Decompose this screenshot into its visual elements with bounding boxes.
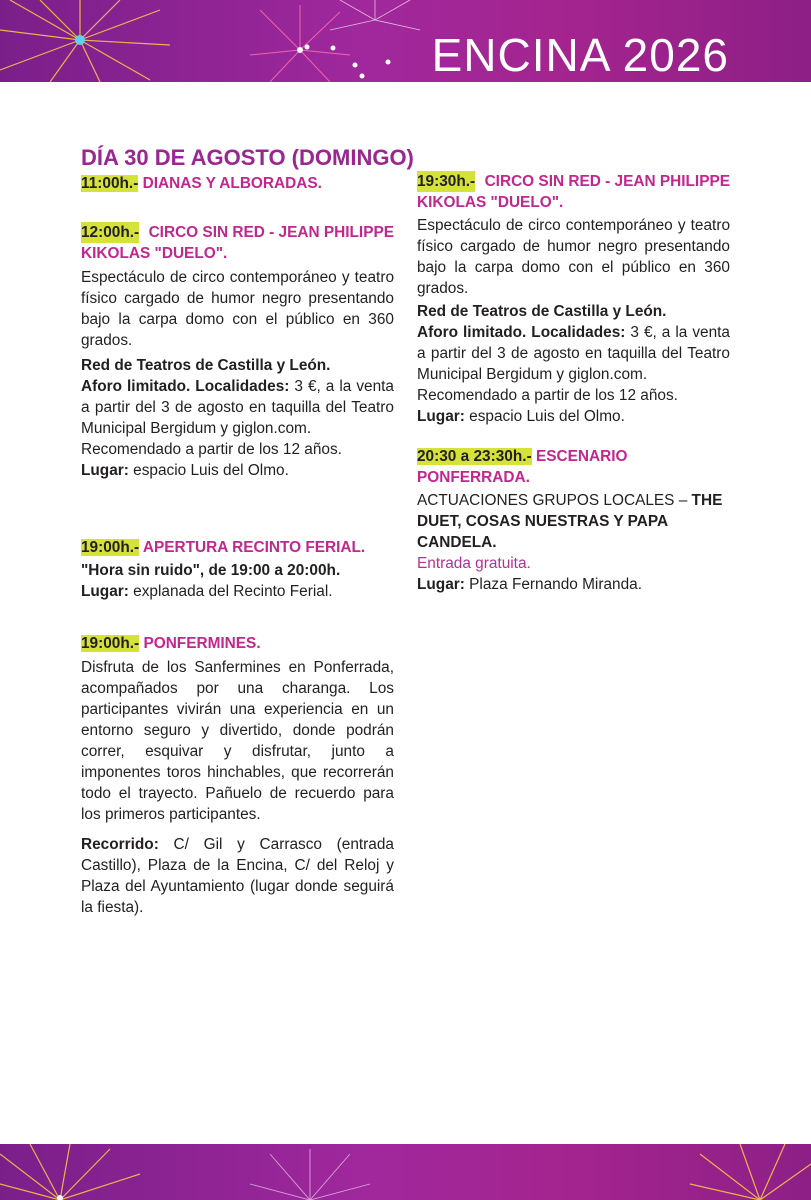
event-heading [81,222,394,243]
event-title: CIRCO SIN RED - JEAN PHILIPPE [148,224,394,241]
footer-banner [0,1144,811,1200]
event-heading [81,633,394,654]
place-label: Lugar: [81,583,129,600]
event-tickets [417,322,730,385]
event-heading [417,171,730,192]
event-title-cont: KIKOLAS "DUELO". [417,194,564,211]
event-place [81,581,394,602]
event-heading [81,537,394,558]
event-title: ESCENARIO PONFERRADA. [417,448,628,486]
event-time: 20:30 a 23:30h.- [417,448,532,465]
event-circo-1930 [417,171,730,427]
event-title: PONFERMINES. [143,635,261,652]
event-title-cont: KIKOLAS "DUELO". [81,245,228,262]
tickets-label: Aforo limitado. Localidades: [81,378,290,395]
place-label: Lugar: [417,576,465,593]
event-route [81,834,394,918]
day-heading: DÍA 30 DE AGOSTO (DOMINGO) [81,145,414,170]
event-place [81,460,394,481]
acts-label: ACTUACIONES GRUPOS LOCALES – [417,492,688,509]
event-network: Red de Teatros de Castilla y León. [417,303,667,320]
event-ponfermines [81,633,394,918]
place-text: explanada del Recinto Ferial. [133,583,333,600]
event-title: CIRCO SIN RED - JEAN PHILIPPE [484,173,730,190]
event-acts [417,490,730,553]
event-circo-1200 [81,222,394,481]
event-tickets [81,376,394,439]
event-apertura [81,537,394,602]
event-time: 12:00h.- [81,224,140,241]
event-title: DIANAS Y ALBORADAS. [142,175,322,192]
fireworks-decoration-bottom [0,1144,811,1200]
place-label: Lugar: [81,462,129,479]
event-time: 19:30h.- [417,173,476,190]
event-heading [81,173,394,194]
acts-list: THE DUET, COSAS NUESTRAS Y PAPA CANDELA. [417,492,723,551]
event-title: APERTURA RECINTO FERIAL. [142,539,366,556]
event-description: Espectáculo de circo contemporáneo y teatro físico cargado de humor negro presentando bajo la carpa domo con el público en 360 grados. [417,217,730,297]
event-place [417,574,730,595]
tickets-label: Aforo limitado. Localidades: [417,324,626,341]
event-recommended: Recomendado a partir de los 12 años. [81,441,342,458]
banner-title: ENCINA 2026 [431,29,729,81]
route-label: Recorrido: [81,836,159,853]
event-place [417,406,730,427]
event-time: 19:00h.- [81,635,140,652]
event-entry: Entrada gratuita. [417,555,531,572]
place-label: Lugar: [417,408,465,425]
header-banner [0,0,811,82]
event-time: 11:00h.- [81,175,139,192]
event-quiet-hour: "Hora sin ruido", de 19:00 a 20:00h. [81,562,341,579]
event-dianas [81,173,394,194]
tickets-text: 3 €, a la venta a partir del 3 de agosto en taquilla del Teatro Municipal Bergidum y giglon.com. [417,324,730,383]
place-text: espacio Luis del Olmo. [133,462,289,479]
event-network: Red de Teatros de Castilla y León. [81,357,331,374]
place-text: Plaza Fernando Miranda. [469,576,642,593]
event-time: 19:00h.- [81,539,140,556]
event-description: Disfruta de los Sanfermines en Ponferrada, acompañados por una charanga. Los participantes vivirán una experiencia en un entorno seguro y divertido, donde podrán correr, esquivar y disfrutar, junto a imponentes toros hinchables, que recorrerán todo el trayecto. Pañuelo de recuerdo para los primeros participantes. [81,659,394,823]
event-recommended: Recomendado a partir de los 12 años. [417,387,678,404]
route-text: C/ Gil y Carrasco (entrada Castillo), Plaza de la Encina, C/ del Reloj y Plaza del Ayuntamiento (lugar donde seguirá la fiesta). [81,836,394,916]
place-text: espacio Luis del Olmo. [469,408,625,425]
event-escenario [417,446,730,595]
event-description: Espectáculo de circo contemporáneo y teatro físico cargado de humor negro presentando bajo la carpa domo con el público en 360 grados. [81,269,394,349]
event-heading [417,446,730,488]
tickets-text: 3 €, a la venta a partir del 3 de agosto en taquilla del Teatro Municipal Bergidum y giglon.com. [81,378,394,437]
